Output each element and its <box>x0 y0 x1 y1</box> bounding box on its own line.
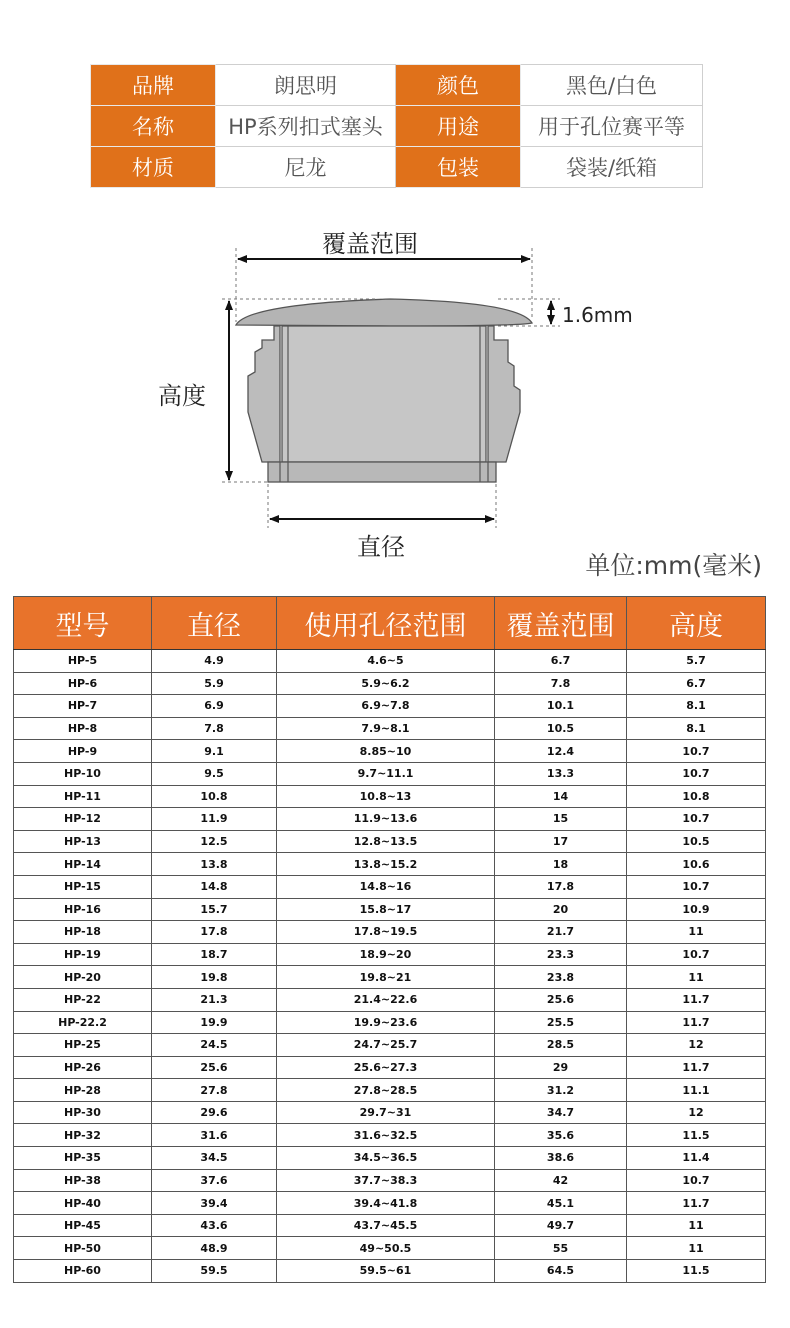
cell-height: 11 <box>627 966 766 989</box>
cell-hole-range: 19.9~23.6 <box>277 1011 495 1034</box>
table-row <box>14 672 766 695</box>
cell-model: HP-12 <box>14 808 152 831</box>
cell-cover-range: 15 <box>495 808 627 831</box>
cell-diameter: 12.5 <box>152 830 277 853</box>
cell-diameter: 34.5 <box>152 1147 277 1170</box>
cell-diameter: 29.6 <box>152 1101 277 1124</box>
cell-cover-range: 55 <box>495 1237 627 1260</box>
table-row <box>14 1169 766 1192</box>
cell-hole-range: 39.4~41.8 <box>277 1192 495 1215</box>
cell-cover-range: 25.5 <box>495 1011 627 1034</box>
cell-height: 10.7 <box>627 740 766 763</box>
cell-cover-range: 28.5 <box>495 1034 627 1057</box>
cell-diameter: 19.9 <box>152 1011 277 1034</box>
cell-hole-range: 8.85~10 <box>277 740 495 763</box>
cell-cover-range: 29 <box>495 1056 627 1079</box>
cell-height: 10.7 <box>627 875 766 898</box>
table-row <box>14 966 766 989</box>
cell-cover-range: 23.3 <box>495 943 627 966</box>
cell-hole-range: 29.7~31 <box>277 1101 495 1124</box>
cell-diameter: 14.8 <box>152 875 277 898</box>
table-row <box>14 830 766 853</box>
plug-shape <box>236 299 532 482</box>
cell-hole-range: 17.8~19.5 <box>277 921 495 944</box>
cell-model: HP-15 <box>14 875 152 898</box>
cell-height: 8.1 <box>627 695 766 718</box>
cell-height: 11.4 <box>627 1147 766 1170</box>
cell-diameter: 59.5 <box>152 1260 277 1283</box>
cell-hole-range: 15.8~17 <box>277 898 495 921</box>
table-row <box>14 1079 766 1102</box>
cell-height: 11 <box>627 921 766 944</box>
cell-cover-range: 45.1 <box>495 1192 627 1215</box>
cell-diameter: 7.8 <box>152 717 277 740</box>
info-key: 包装 <box>396 147 521 188</box>
cell-cover-range: 25.6 <box>495 988 627 1011</box>
cell-height: 12 <box>627 1034 766 1057</box>
cell-model: HP-26 <box>14 1056 152 1079</box>
cell-height: 11.5 <box>627 1260 766 1283</box>
cell-hole-range: 4.6~5 <box>277 650 495 673</box>
cell-diameter: 39.4 <box>152 1192 277 1215</box>
cell-diameter: 9.5 <box>152 762 277 785</box>
cell-model: HP-50 <box>14 1237 152 1260</box>
cell-model: HP-8 <box>14 717 152 740</box>
table-row <box>14 717 766 740</box>
cell-cover-range: 12.4 <box>495 740 627 763</box>
info-value: HP系列扣式塞头 <box>216 106 396 147</box>
cell-cover-range: 10.1 <box>495 695 627 718</box>
header-cover-range: 覆盖范围 <box>495 597 627 650</box>
info-key: 用途 <box>396 106 521 147</box>
header-hole-range: 使用孔径范围 <box>277 597 495 650</box>
cell-hole-range: 18.9~20 <box>277 943 495 966</box>
thickness-label: 1.6mm <box>562 303 633 327</box>
cell-model: HP-5 <box>14 650 152 673</box>
cell-height: 10.7 <box>627 943 766 966</box>
cell-model: HP-6 <box>14 672 152 695</box>
info-value: 尼龙 <box>216 147 396 188</box>
cell-model: HP-60 <box>14 1260 152 1283</box>
table-row <box>14 695 766 718</box>
spec-table-body <box>14 650 766 1283</box>
cell-diameter: 25.6 <box>152 1056 277 1079</box>
spec-header-row <box>14 597 766 650</box>
cell-diameter: 37.6 <box>152 1169 277 1192</box>
info-key: 颜色 <box>396 65 521 106</box>
table-row <box>14 762 766 785</box>
cell-height: 11.5 <box>627 1124 766 1147</box>
cell-height: 11.7 <box>627 1056 766 1079</box>
cell-cover-range: 34.7 <box>495 1101 627 1124</box>
header-model: 型号 <box>14 597 152 650</box>
cell-height: 8.1 <box>627 717 766 740</box>
cell-cover-range: 23.8 <box>495 966 627 989</box>
cell-height: 10.7 <box>627 762 766 785</box>
cover-range-label: 覆盖范围 <box>322 230 418 258</box>
cell-model: HP-25 <box>14 1034 152 1057</box>
cell-height: 11.1 <box>627 1079 766 1102</box>
cell-model: HP-16 <box>14 898 152 921</box>
cell-model: HP-20 <box>14 966 152 989</box>
table-row <box>14 898 766 921</box>
table-row <box>14 1214 766 1237</box>
diameter-label: 直径 <box>357 533 405 561</box>
info-value: 用于孔位赛平等 <box>521 106 703 147</box>
cell-hole-range: 7.9~8.1 <box>277 717 495 740</box>
info-key: 名称 <box>91 106 216 147</box>
cell-hole-range: 14.8~16 <box>277 875 495 898</box>
cell-diameter: 4.9 <box>152 650 277 673</box>
cell-cover-range: 14 <box>495 785 627 808</box>
cell-hole-range: 27.8~28.5 <box>277 1079 495 1102</box>
cell-height: 10.7 <box>627 1169 766 1192</box>
cell-cover-range: 49.7 <box>495 1214 627 1237</box>
cell-diameter: 13.8 <box>152 853 277 876</box>
info-value: 袋装/纸箱 <box>521 147 703 188</box>
cell-hole-range: 6.9~7.8 <box>277 695 495 718</box>
cell-hole-range: 24.7~25.7 <box>277 1034 495 1057</box>
info-value: 黑色/白色 <box>521 65 703 106</box>
cell-height: 12 <box>627 1101 766 1124</box>
cell-diameter: 18.7 <box>152 943 277 966</box>
cell-cover-range: 17 <box>495 830 627 853</box>
table-row <box>14 785 766 808</box>
cell-height: 10.9 <box>627 898 766 921</box>
table-row <box>14 1034 766 1057</box>
spec-table <box>13 596 766 1283</box>
cell-cover-range: 13.3 <box>495 762 627 785</box>
cell-model: HP-11 <box>14 785 152 808</box>
cell-model: HP-38 <box>14 1169 152 1192</box>
cell-cover-range: 38.6 <box>495 1147 627 1170</box>
cell-hole-range: 34.5~36.5 <box>277 1147 495 1170</box>
table-row <box>14 740 766 763</box>
table-row <box>14 943 766 966</box>
cell-hole-range: 5.9~6.2 <box>277 672 495 695</box>
table-row <box>14 1056 766 1079</box>
cell-model: HP-40 <box>14 1192 152 1215</box>
cell-diameter: 27.8 <box>152 1079 277 1102</box>
cell-model: HP-30 <box>14 1101 152 1124</box>
cell-model: HP-35 <box>14 1147 152 1170</box>
cell-hole-range: 13.8~15.2 <box>277 853 495 876</box>
cell-hole-range: 43.7~45.5 <box>277 1214 495 1237</box>
table-row <box>14 921 766 944</box>
cell-diameter: 24.5 <box>152 1034 277 1057</box>
cell-height: 5.7 <box>627 650 766 673</box>
cell-height: 11.7 <box>627 988 766 1011</box>
cell-hole-range: 25.6~27.3 <box>277 1056 495 1079</box>
table-row <box>14 1237 766 1260</box>
table-row <box>14 808 766 831</box>
cell-diameter: 31.6 <box>152 1124 277 1147</box>
unit-label: 单位:mm(毫米) <box>585 551 762 580</box>
cell-diameter: 11.9 <box>152 808 277 831</box>
cell-cover-range: 6.7 <box>495 650 627 673</box>
table-row <box>14 1147 766 1170</box>
cell-model: HP-22 <box>14 988 152 1011</box>
table-row <box>14 1124 766 1147</box>
cell-height: 10.7 <box>627 808 766 831</box>
cell-cover-range: 10.5 <box>495 717 627 740</box>
cell-model: HP-10 <box>14 762 152 785</box>
table-row <box>14 988 766 1011</box>
cell-hole-range: 37.7~38.3 <box>277 1169 495 1192</box>
cell-model: HP-7 <box>14 695 152 718</box>
cell-diameter: 21.3 <box>152 988 277 1011</box>
header-height: 高度 <box>627 597 766 650</box>
cell-cover-range: 7.8 <box>495 672 627 695</box>
table-row <box>14 853 766 876</box>
cell-model: HP-28 <box>14 1079 152 1102</box>
cell-cover-range: 31.2 <box>495 1079 627 1102</box>
cell-model: HP-22.2 <box>14 1011 152 1034</box>
info-key: 材质 <box>91 147 216 188</box>
table-row <box>14 1260 766 1283</box>
cell-diameter: 10.8 <box>152 785 277 808</box>
cell-hole-range: 11.9~13.6 <box>277 808 495 831</box>
cell-diameter: 9.1 <box>152 740 277 763</box>
cell-hole-range: 49~50.5 <box>277 1237 495 1260</box>
cell-model: HP-9 <box>14 740 152 763</box>
cell-model: HP-18 <box>14 921 152 944</box>
table-row <box>14 875 766 898</box>
cell-diameter: 15.7 <box>152 898 277 921</box>
cell-hole-range: 21.4~22.6 <box>277 988 495 1011</box>
info-key: 品牌 <box>91 65 216 106</box>
cell-height: 10.5 <box>627 830 766 853</box>
cell-hole-range: 31.6~32.5 <box>277 1124 495 1147</box>
cell-cover-range: 42 <box>495 1169 627 1192</box>
cell-cover-range: 64.5 <box>495 1260 627 1283</box>
cell-height: 6.7 <box>627 672 766 695</box>
cell-hole-range: 12.8~13.5 <box>277 830 495 853</box>
cell-diameter: 5.9 <box>152 672 277 695</box>
cell-hole-range: 19.8~21 <box>277 966 495 989</box>
table-row <box>14 1011 766 1034</box>
cell-diameter: 6.9 <box>152 695 277 718</box>
cell-cover-range: 21.7 <box>495 921 627 944</box>
cell-diameter: 48.9 <box>152 1237 277 1260</box>
cell-height: 11 <box>627 1214 766 1237</box>
cell-diameter: 17.8 <box>152 921 277 944</box>
cell-cover-range: 35.6 <box>495 1124 627 1147</box>
cell-cover-range: 20 <box>495 898 627 921</box>
cell-hole-range: 9.7~11.1 <box>277 762 495 785</box>
cell-height: 11.7 <box>627 1192 766 1215</box>
cell-model: HP-13 <box>14 830 152 853</box>
cell-model: HP-14 <box>14 853 152 876</box>
cell-diameter: 43.6 <box>152 1214 277 1237</box>
table-row <box>14 650 766 673</box>
plug-dimension-diagram <box>0 0 790 600</box>
cell-model: HP-19 <box>14 943 152 966</box>
cell-diameter: 19.8 <box>152 966 277 989</box>
height-label: 高度 <box>158 382 206 410</box>
cell-cover-range: 17.8 <box>495 875 627 898</box>
cell-model: HP-32 <box>14 1124 152 1147</box>
info-value: 朗思明 <box>216 65 396 106</box>
cell-height: 11 <box>627 1237 766 1260</box>
cell-hole-range: 10.8~13 <box>277 785 495 808</box>
table-row <box>14 1101 766 1124</box>
cell-cover-range: 18 <box>495 853 627 876</box>
cell-height: 10.6 <box>627 853 766 876</box>
table-row <box>14 1192 766 1215</box>
cell-height: 10.8 <box>627 785 766 808</box>
cell-height: 11.7 <box>627 1011 766 1034</box>
header-diameter: 直径 <box>152 597 277 650</box>
cell-hole-range: 59.5~61 <box>277 1260 495 1283</box>
cell-model: HP-45 <box>14 1214 152 1237</box>
